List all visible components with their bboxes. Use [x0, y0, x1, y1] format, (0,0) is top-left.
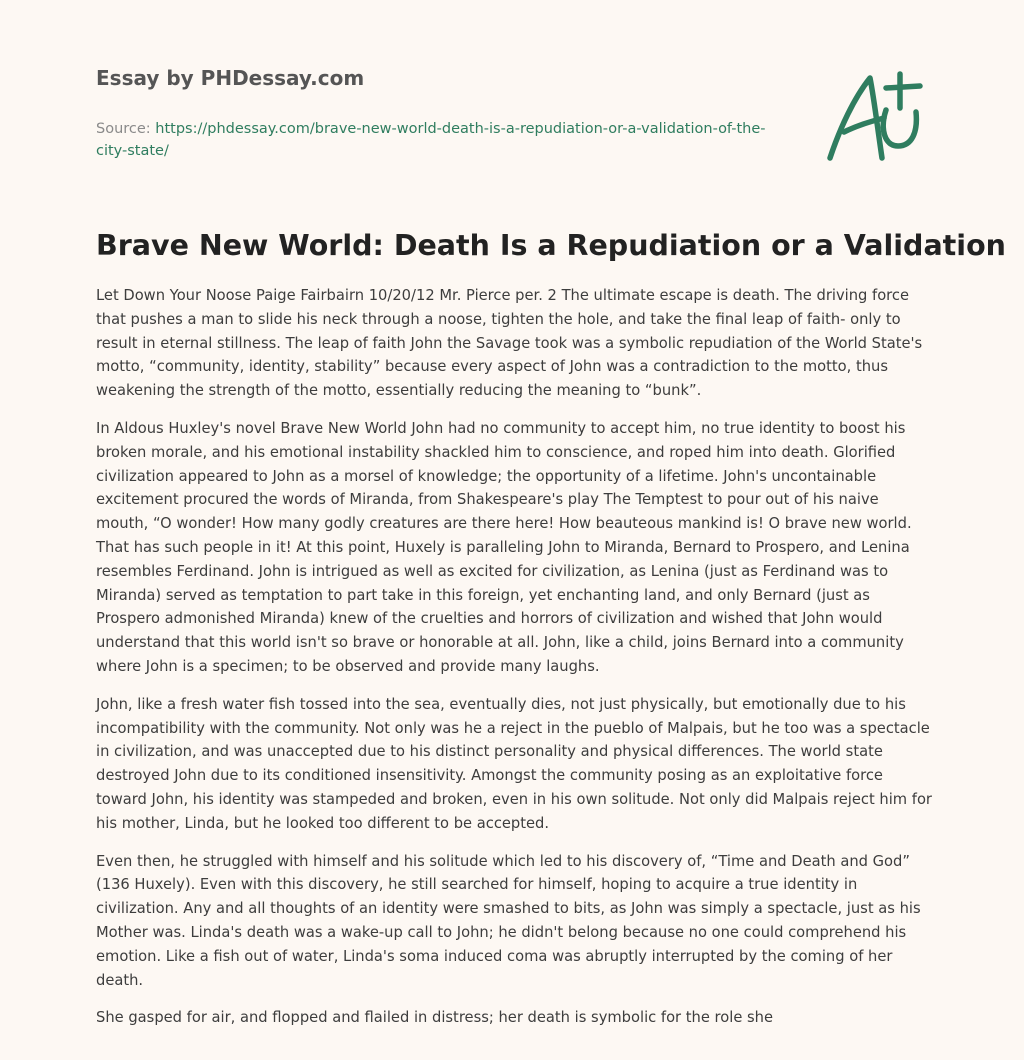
source-line	[96, 118, 776, 162]
paragraph: Even then, he struggled with himself and his solitude which led to his discovery of, “Time and Death and God” (136 Huxely). Even with this discovery, he still searched for himself, hoping to acquire a true identity in civilization. Any and all thoughts of an identity were smashed to bits, as John was simply a spectacle, just as his Mother was. Linda's death was a wake-up call to John; he didn't belong because no one could comprehend his emotion. Like a fish out of water, Linda's soma induced coma was abruptly interrupted by the coming of her death.	[96, 852, 921, 989]
source-link[interactable]: https://phdessay.com/brave-new-world-death-is-a-repudiation-or-a-validation-of-the-city-state/	[96, 121, 766, 159]
paragraph: She gasped for air, and flopped and flailed in distress; her death is symbolic for the role she	[96, 1009, 774, 1027]
paragraph: In Aldous Huxley's novel Brave New World John had no community to accept him, no true identity to boost his broken morale, and his emotional instability shackled him to conscience, and roped him into death. Glorified civilization appeared to John as a morsel of knowledge; the opportunity of a lifetime. John's uncontainable excitement procured the words of Miranda, from Shakespeare's play The Temptest to pour out of his naive mouth, “O wonder! How many godly creatures are there here! How beauteous mankind is! O brave new world. That has such people in it! At this point, Huxely is paralleling John to Miranda, Bernard to Prospero, and Lenina resembles Ferdinand. John is intrigued as well as excited for civilization, as Lenina (just as Ferdinand was to Miranda) served as temptation to part take in this foreign, yet enchanting land, and only Bernard (just as Prospero admonished Miranda) knew of the cruelties and horrors of civilization and wished that John would understand that this world isn't so brave or honorable at all. John, like a child, joins Bernard into a community where John is a specimen; to be observed and provide many laughs.	[96, 419, 912, 675]
source-label: Source:	[96, 121, 156, 137]
a-plus-logo-icon	[822, 66, 932, 166]
essay-body	[96, 284, 932, 1044]
site-title: Essay by PHDessay.com	[96, 66, 365, 90]
paragraph: Let Down Your Noose Paige Fairbairn 10/20/12 Mr. Pierce per. 2 The ultimate escape is death. The driving force that pushes a man to slide his neck through a noose, tighten the hole, and take the final leap of faith- only to result in eternal stillness. The leap of faith John the Savage took was a symbolic repudiation of the World State's motto, “community, identity, stability” because every aspect of John was a contradiction to the motto, thus weakening the strength of the motto, essentially reducing the meaning to “bunk”.	[96, 287, 923, 400]
page-header	[96, 62, 776, 162]
essay-title: Brave New World: Death Is a Repudiation or a Validation	[96, 229, 1006, 262]
paragraph: John, like a fresh water fish tossed into the sea, eventually dies, not just physically, but emotionally due to his incompatibility with the community. Not only was he a reject in the pueblo of Malpais, but he too was a spectacle in civilization, and was unaccepted due to his distinct personality and physical differences. The world state destroyed John due to its conditioned insensitivity. Amongst the community posing as an exploitative force toward John, his identity was stampeded and broken, even in his own solitude. Not only did Malpais reject him for his mother, Linda, but he looked too different to be accepted.	[96, 695, 932, 832]
